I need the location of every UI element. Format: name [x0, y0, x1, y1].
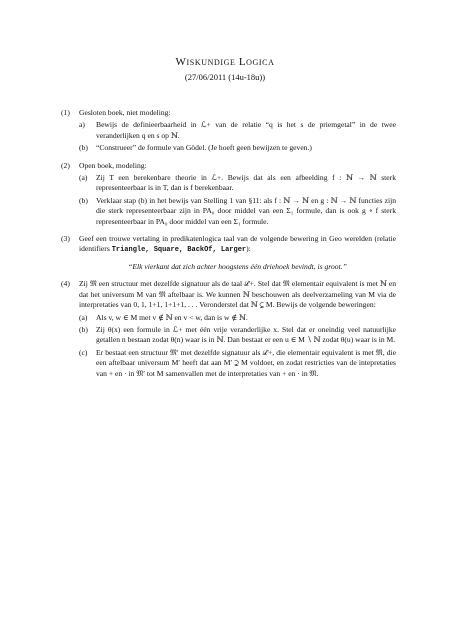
page-title: Wiskundige Logica — [175, 56, 275, 68]
question-list — [61, 108, 396, 386]
question-text: Gesloten boek, niet modeling: — [79, 108, 171, 117]
subquestion-2a — [79, 173, 396, 194]
subquestion-number: (b) — [79, 324, 88, 334]
subquestion-text: Zij T een berekenbare theorie in ℒ+. Bewijs dat als een afbeelding f : ℕ → ℕ sterk representeerbaar is in T, dan is f berekenbaar. — [96, 173, 396, 193]
question-number: (3) — [61, 234, 70, 244]
question-number: (4) — [61, 279, 70, 289]
subquestion-number: (a) — [79, 312, 88, 322]
subquestion-1b — [79, 143, 396, 153]
exam-date: (27/06/2011 (14u-18u)) — [184, 72, 266, 82]
statement-quote: “Elk vierkant dat zich achter hoogstens één driehoek bevindt, is groot.” — [128, 261, 347, 271]
question-number: (2) — [61, 160, 70, 170]
question-4 — [61, 279, 396, 379]
subquestion-4a — [79, 313, 396, 323]
question-text — [79, 234, 396, 256]
subquestion-number: (a) — [79, 173, 88, 183]
subquestion-text: Als v, w ∈ M met v ∉ ℕ en v < w, dan is w ∉ ℕ. — [96, 312, 248, 322]
question-number: (1) — [61, 108, 70, 117]
question-text: Zij 𝔐 een structuur met dezelfde signatuur als de taal ℒ+. Stel dat 𝔐 elementair equivalent is met ℕ en dat het universum M van 𝔐 aftelbaar is. We kunnen ℕ beschouwen als deelverzameling van M via de interpretaties van 0, 1, 1+1, 1+1+1, . . . Veronderstel dat ℕ ⊊ M. Bewijs de volgende beweringen: — [79, 279, 396, 310]
relation-identifiers: Triangle, Square, BackOf, Larger — [111, 246, 247, 255]
subquestion-text: Zij θ(x) een formule in ℒ+ met één vrije veranderlijke x. Stel dat er oneindig veel natuurlijke getallen n bestaan zodat θ(n) waar is in ℕ. Dan bestaat er een u ∈ M ∖ ℕ zodat θ(u) waar is in M. — [96, 324, 396, 345]
subquestion-4c — [79, 348, 396, 379]
subquestion-number: (b) — [79, 143, 88, 153]
subquestion-number: (b) — [79, 195, 88, 205]
question-text-part: ): — [246, 244, 251, 254]
question-text-part: Geef een trouwe vertaling in predikatenlogica taal van de volgende bewering in Geo werelden (relatie identifiers — [79, 234, 396, 254]
subquestion-text: “Construeer” de formule van Gödel. (Je hoeft geen bewijzen te geven.) — [96, 143, 312, 153]
subquestion-text: Bewijs de definieerbaarheid in ℒ+ van de relatie “q is het s de priemgetal” in de twee veranderlijken q en s op ℕ. — [96, 120, 396, 140]
question-2 — [61, 161, 396, 227]
question-text: Open boek, modeling: — [79, 160, 147, 170]
subquestion-number: a) — [79, 120, 85, 130]
subquestion-text: Verklaar stap (b) in het bewijs van Stelling 1 van §11: als f : ℕ → ℕ en g : ℕ → ℕ functies zijn die sterk representeerbaar zijn in PA₀ door middel van een Σ₁ formule, dan is ook g ∘ f sterk representeerbaar in PA₀ door middel van een Σ₁ formule. — [96, 195, 396, 226]
question-3 — [61, 234, 396, 272]
subquestion-text: Er bestaat een structuur 𝔐′ met dezelfde signatuur als ℒ+, die elementair equivalent is met 𝔐, die een aftelbaar universum M′ heeft dat aan M′ ⊋ M voldoet, en zodat restricties van de intepretaties van + en · in 𝔐′ tot M samenvallen met de interpretaties van + en · in 𝔐. — [96, 347, 396, 378]
subquestion-1a — [79, 120, 396, 141]
question-1 — [61, 108, 396, 154]
subquestion-4b — [79, 325, 396, 346]
subquestion-2b — [79, 196, 396, 227]
subquestion-number: (c) — [79, 347, 88, 357]
